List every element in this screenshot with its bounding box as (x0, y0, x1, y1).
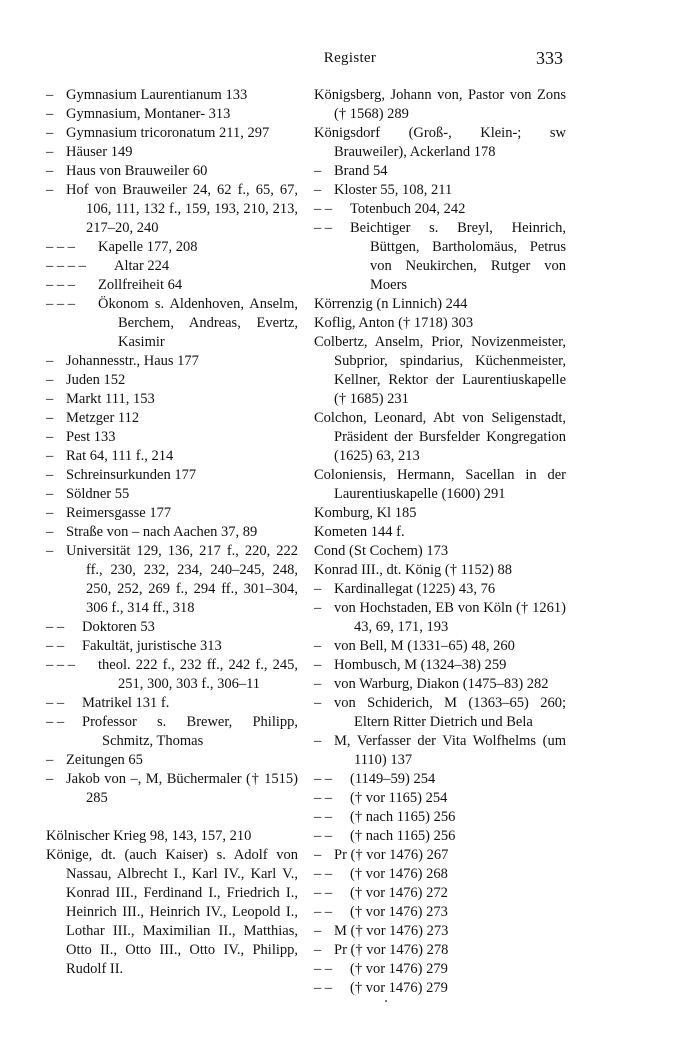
index-entry (314, 960, 566, 979)
entry-dashes: – – – – (46, 258, 86, 274)
entry-text: Professor s. Brewer, Philipp, Schmitz, Thomas (82, 714, 298, 749)
entry-text: Colbertz, Anselm, Prior, Novizenmeister, Subprior, spindarius, Küchenmeister, Kellner, Rektor der Laurentiuskapelle († 1685) 231 (314, 334, 566, 407)
entry-dashes: – (46, 543, 54, 559)
entry-dashes: – (46, 486, 54, 502)
entry-dashes: – (314, 638, 322, 654)
blank-line (46, 808, 298, 827)
entry-text: Jakob von –, M, Büchermaler († 1515) 285 (66, 771, 298, 806)
entry-text: von Bell, M (1331–65) 48, 260 (334, 638, 515, 654)
entry-text: Pr († vor 1476) 267 (334, 847, 449, 863)
entry-text: Zollfreiheit 64 (98, 277, 183, 293)
entry-dashes: – (46, 752, 54, 768)
entry-dashes: – (46, 163, 54, 179)
index-entry (314, 124, 566, 162)
index-entry (314, 219, 566, 295)
entry-text: Koflig, Anton († 1718) 303 (314, 315, 474, 331)
entry-text: Häuser 149 (66, 144, 133, 160)
index-entry (314, 561, 566, 580)
entry-dashes: – – (46, 714, 65, 730)
entry-text: Kardinallegat (1225) 43, 76 (334, 581, 496, 597)
entry-dashes: – (46, 125, 54, 141)
entry-text: († vor 1165) 254 (350, 790, 448, 806)
entry-dashes: – – (314, 809, 333, 825)
index-entry (314, 922, 566, 941)
entry-text: († vor 1476) 273 (350, 904, 448, 920)
entry-text: Gymnasium, Montaner- 313 (66, 106, 231, 122)
index-entry (314, 542, 566, 561)
index-entry (314, 504, 566, 523)
index-entry (46, 105, 298, 124)
index-entry (46, 238, 298, 257)
index-entry (314, 599, 566, 637)
entry-text: (1149–59) 254 (350, 771, 436, 787)
index-entry (314, 675, 566, 694)
index-entry (314, 466, 566, 504)
entry-dashes: – (46, 505, 54, 521)
entry-dashes: – (314, 942, 322, 958)
index-entry (314, 865, 566, 884)
index-entry (46, 770, 298, 808)
entry-dashes: – – (314, 201, 333, 217)
index-entry (46, 352, 298, 371)
entry-dashes: – – – (46, 657, 75, 673)
footer-mark (385, 1000, 387, 1002)
entry-text: Johannesstr., Haus 177 (66, 353, 199, 369)
index-entry (314, 86, 566, 124)
entry-dashes: – – (314, 220, 333, 236)
index-entry (46, 542, 298, 618)
entry-text: Pr († vor 1476) 278 (334, 942, 449, 958)
entry-text: Könige, dt. (auch Kaiser) s. Adolf von Nassau, Albrecht I., Karl IV., Karl V., Konrad III., Ferdinand I., Friedrich I., Heinrich III., Heinrich IV., Leopold I., Lothar III., Maximilian II., Matthias, Otto II., Otto III., Otto IV., Philipp, Rudolf II. (46, 847, 298, 977)
entry-dashes: – (314, 657, 322, 673)
entry-dashes: – (314, 182, 322, 198)
entry-dashes: – – (314, 790, 333, 806)
entry-text: († vor 1476) 279 (350, 980, 448, 996)
page-number: 333 (536, 48, 563, 68)
index-entry (46, 713, 298, 751)
entry-dashes: – (46, 524, 54, 540)
entry-text: Doktoren 53 (82, 619, 155, 635)
entry-text: Coloniensis, Hermann, Sacellan in der Laurentiuskapelle (1600) 291 (314, 467, 566, 502)
entry-text: Zeitungen 65 (66, 752, 143, 768)
index-entry (314, 846, 566, 865)
entry-text: († vor 1476) 279 (350, 961, 448, 977)
entry-dashes: – (46, 353, 54, 369)
entry-dashes: – (46, 391, 54, 407)
entry-text: Gymnasium Laurentianum 133 (66, 87, 248, 103)
entry-text: Kapelle 177, 208 (98, 239, 198, 255)
index-entry (314, 637, 566, 656)
entry-dashes: – – (314, 904, 333, 920)
entry-dashes: – (314, 163, 322, 179)
entry-text: († vor 1476) 268 (350, 866, 448, 882)
index-entry (46, 124, 298, 143)
index-entry (46, 618, 298, 637)
entry-text: Fakultät, juristische 313 (82, 638, 222, 654)
entry-text: Söldner 55 (66, 486, 130, 502)
entry-dashes: – – (314, 828, 333, 844)
index-entry (46, 409, 298, 428)
entry-text: Altar 224 (114, 258, 170, 274)
entry-text: Straße von – nach Aachen 37, 89 (66, 524, 258, 540)
entry-dashes: – (314, 581, 322, 597)
entry-text: († nach 1165) 256 (350, 809, 456, 825)
entry-dashes: – (46, 429, 54, 445)
entry-text: von Hochstaden, EB von Köln († 1261) 43, 69, 171, 193 (334, 600, 566, 635)
index-column-right (314, 86, 566, 998)
entry-dashes: – – (46, 695, 65, 711)
index-entry (46, 390, 298, 409)
entry-dashes: – – (314, 866, 333, 882)
entry-text: († vor 1476) 272 (350, 885, 448, 901)
entry-dashes: – (46, 144, 54, 160)
entry-text: Hof von Brauweiler 24, 62 f., 65, 67, 106, 111, 132 f., 159, 193, 210, 213, 217–20, 240 (66, 182, 298, 236)
index-entry (46, 86, 298, 105)
entry-text: Schreinsurkunden 177 (66, 467, 197, 483)
index-entry (46, 827, 298, 846)
entry-text: Konrad III., dt. König († 1152) 88 (314, 562, 512, 578)
entry-text: Königsberg, Johann von, Pastor von Zons († 1568) 289 (314, 87, 566, 122)
entry-dashes: – – – (46, 239, 75, 255)
index-entry (46, 637, 298, 656)
index-entry (46, 485, 298, 504)
index-entry (314, 770, 566, 789)
entry-dashes: – (46, 410, 54, 426)
entry-text: von Warburg, Diakon (1475–83) 282 (334, 676, 549, 692)
entry-text: († nach 1165) 256 (350, 828, 456, 844)
index-entry (314, 884, 566, 903)
entry-text: Körrenzig (n Linnich) 244 (314, 296, 468, 312)
entry-dashes: – – (46, 619, 65, 635)
entry-dashes: – – (314, 771, 333, 787)
entry-text: Beichtiger s. Breyl, Heinrich, Büttgen, Bartholomäus, Petrus von Neukirchen, Rutger von Moers (350, 220, 566, 293)
index-entry (46, 694, 298, 713)
entry-text: Königsdorf (Groß-, Klein-; sw Brauweiler), Ackerland 178 (314, 125, 566, 160)
index-entry (314, 162, 566, 181)
entry-dashes: – (314, 695, 322, 711)
index-entry (314, 523, 566, 542)
entry-dashes: – – (314, 980, 333, 996)
index-entry (46, 371, 298, 390)
entry-text: M († vor 1476) 273 (334, 923, 449, 939)
index-entry (46, 523, 298, 542)
index-entry (46, 143, 298, 162)
index-entry (46, 257, 298, 276)
entry-dashes: – (46, 182, 54, 198)
entry-text: Gymnasium tricoronatum 211, 297 (66, 125, 270, 141)
entry-text: Cond (St Cochem) 173 (314, 543, 449, 559)
entry-dashes: – (46, 448, 54, 464)
entry-dashes: – (46, 106, 54, 122)
entry-dashes: – (314, 676, 322, 692)
entry-text: Kölnischer Krieg 98, 143, 157, 210 (46, 828, 252, 844)
entry-text: Pest 133 (66, 429, 116, 445)
entry-text: Ökonom s. Aldenhoven, Anselm, Berchem, Andreas, Evertz, Kasimir (98, 296, 298, 350)
entry-dashes: – (314, 923, 322, 939)
entry-text: von Schiderich, M (1363–65) 260; Eltern Ritter Dietrich und Bela (334, 695, 566, 730)
entry-dashes: – – – (46, 277, 75, 293)
index-entry (314, 200, 566, 219)
index-entry (314, 827, 566, 846)
index-entry (46, 295, 298, 352)
entry-text: Matrikel 131 f. (82, 695, 170, 711)
entry-text: Haus von Brauweiler 60 (66, 163, 208, 179)
entry-dashes: – – (314, 885, 333, 901)
index-entry (314, 979, 566, 998)
entry-text: Juden 152 (66, 372, 126, 388)
entry-text: Rat 64, 111 f., 214 (66, 448, 174, 464)
index-entry (314, 732, 566, 770)
entry-text: M, Verfasser der Vita Wolfhelms (um 1110) 137 (334, 733, 566, 768)
entry-dashes: – (314, 847, 322, 863)
index-entry (46, 846, 298, 979)
index-entry (314, 295, 566, 314)
index-entry (46, 428, 298, 447)
entry-text: Colchon, Leonard, Abt von Seligenstadt, Präsident der Bursfelder Kongregation (1625) 63, 213 (314, 410, 566, 464)
index-entry (46, 276, 298, 295)
index-entry (314, 656, 566, 675)
entry-dashes: – (46, 467, 54, 483)
index-entry (314, 903, 566, 922)
entry-text: Totenbuch 204, 242 (350, 201, 466, 217)
entry-text: Kloster 55, 108, 211 (334, 182, 453, 198)
entry-text: Hombusch, M (1324–38) 259 (334, 657, 507, 673)
entry-dashes: – (314, 600, 322, 616)
index-entry (314, 941, 566, 960)
index-entry (314, 333, 566, 409)
entry-dashes: – – (314, 961, 333, 977)
entry-text: Brand 54 (334, 163, 388, 179)
entry-dashes: – (46, 372, 54, 388)
index-entry (314, 314, 566, 333)
index-entry (314, 808, 566, 827)
index-entry (46, 181, 298, 238)
index-entry (46, 447, 298, 466)
entry-text: Reimersgasse 177 (66, 505, 172, 521)
entry-text: Universität 129, 136, 217 f., 220, 222 ff., 230, 232, 234, 240–245, 248, 250, 252, 269 f., 294 ff., 301–304, 306 f., 314 ff., 318 (66, 543, 298, 616)
entry-dashes: – – – (46, 296, 75, 312)
index-entry (314, 694, 566, 732)
entry-dashes: – (314, 733, 322, 749)
index-column-left (46, 86, 298, 979)
entry-dashes: – (46, 87, 54, 103)
index-entry (46, 466, 298, 485)
entry-text: Kometen 144 f. (314, 524, 405, 540)
running-header-title: Register (323, 50, 377, 66)
entry-dashes: – (46, 771, 54, 787)
entry-dashes: – – (46, 638, 65, 654)
entry-text: Komburg, Kl 185 (314, 505, 417, 521)
index-entry (314, 789, 566, 808)
index-entry (314, 409, 566, 466)
entry-text: Metzger 112 (66, 410, 140, 426)
index-entry (314, 181, 566, 200)
index-entry (46, 751, 298, 770)
index-entry (314, 580, 566, 599)
entry-text: theol. 222 f., 232 ff., 242 f., 245, 251, 300, 303 f., 306–11 (98, 657, 298, 692)
index-entry (46, 656, 298, 694)
index-entry (46, 162, 298, 181)
entry-text: Markt 111, 153 (66, 391, 155, 407)
index-entry (46, 504, 298, 523)
